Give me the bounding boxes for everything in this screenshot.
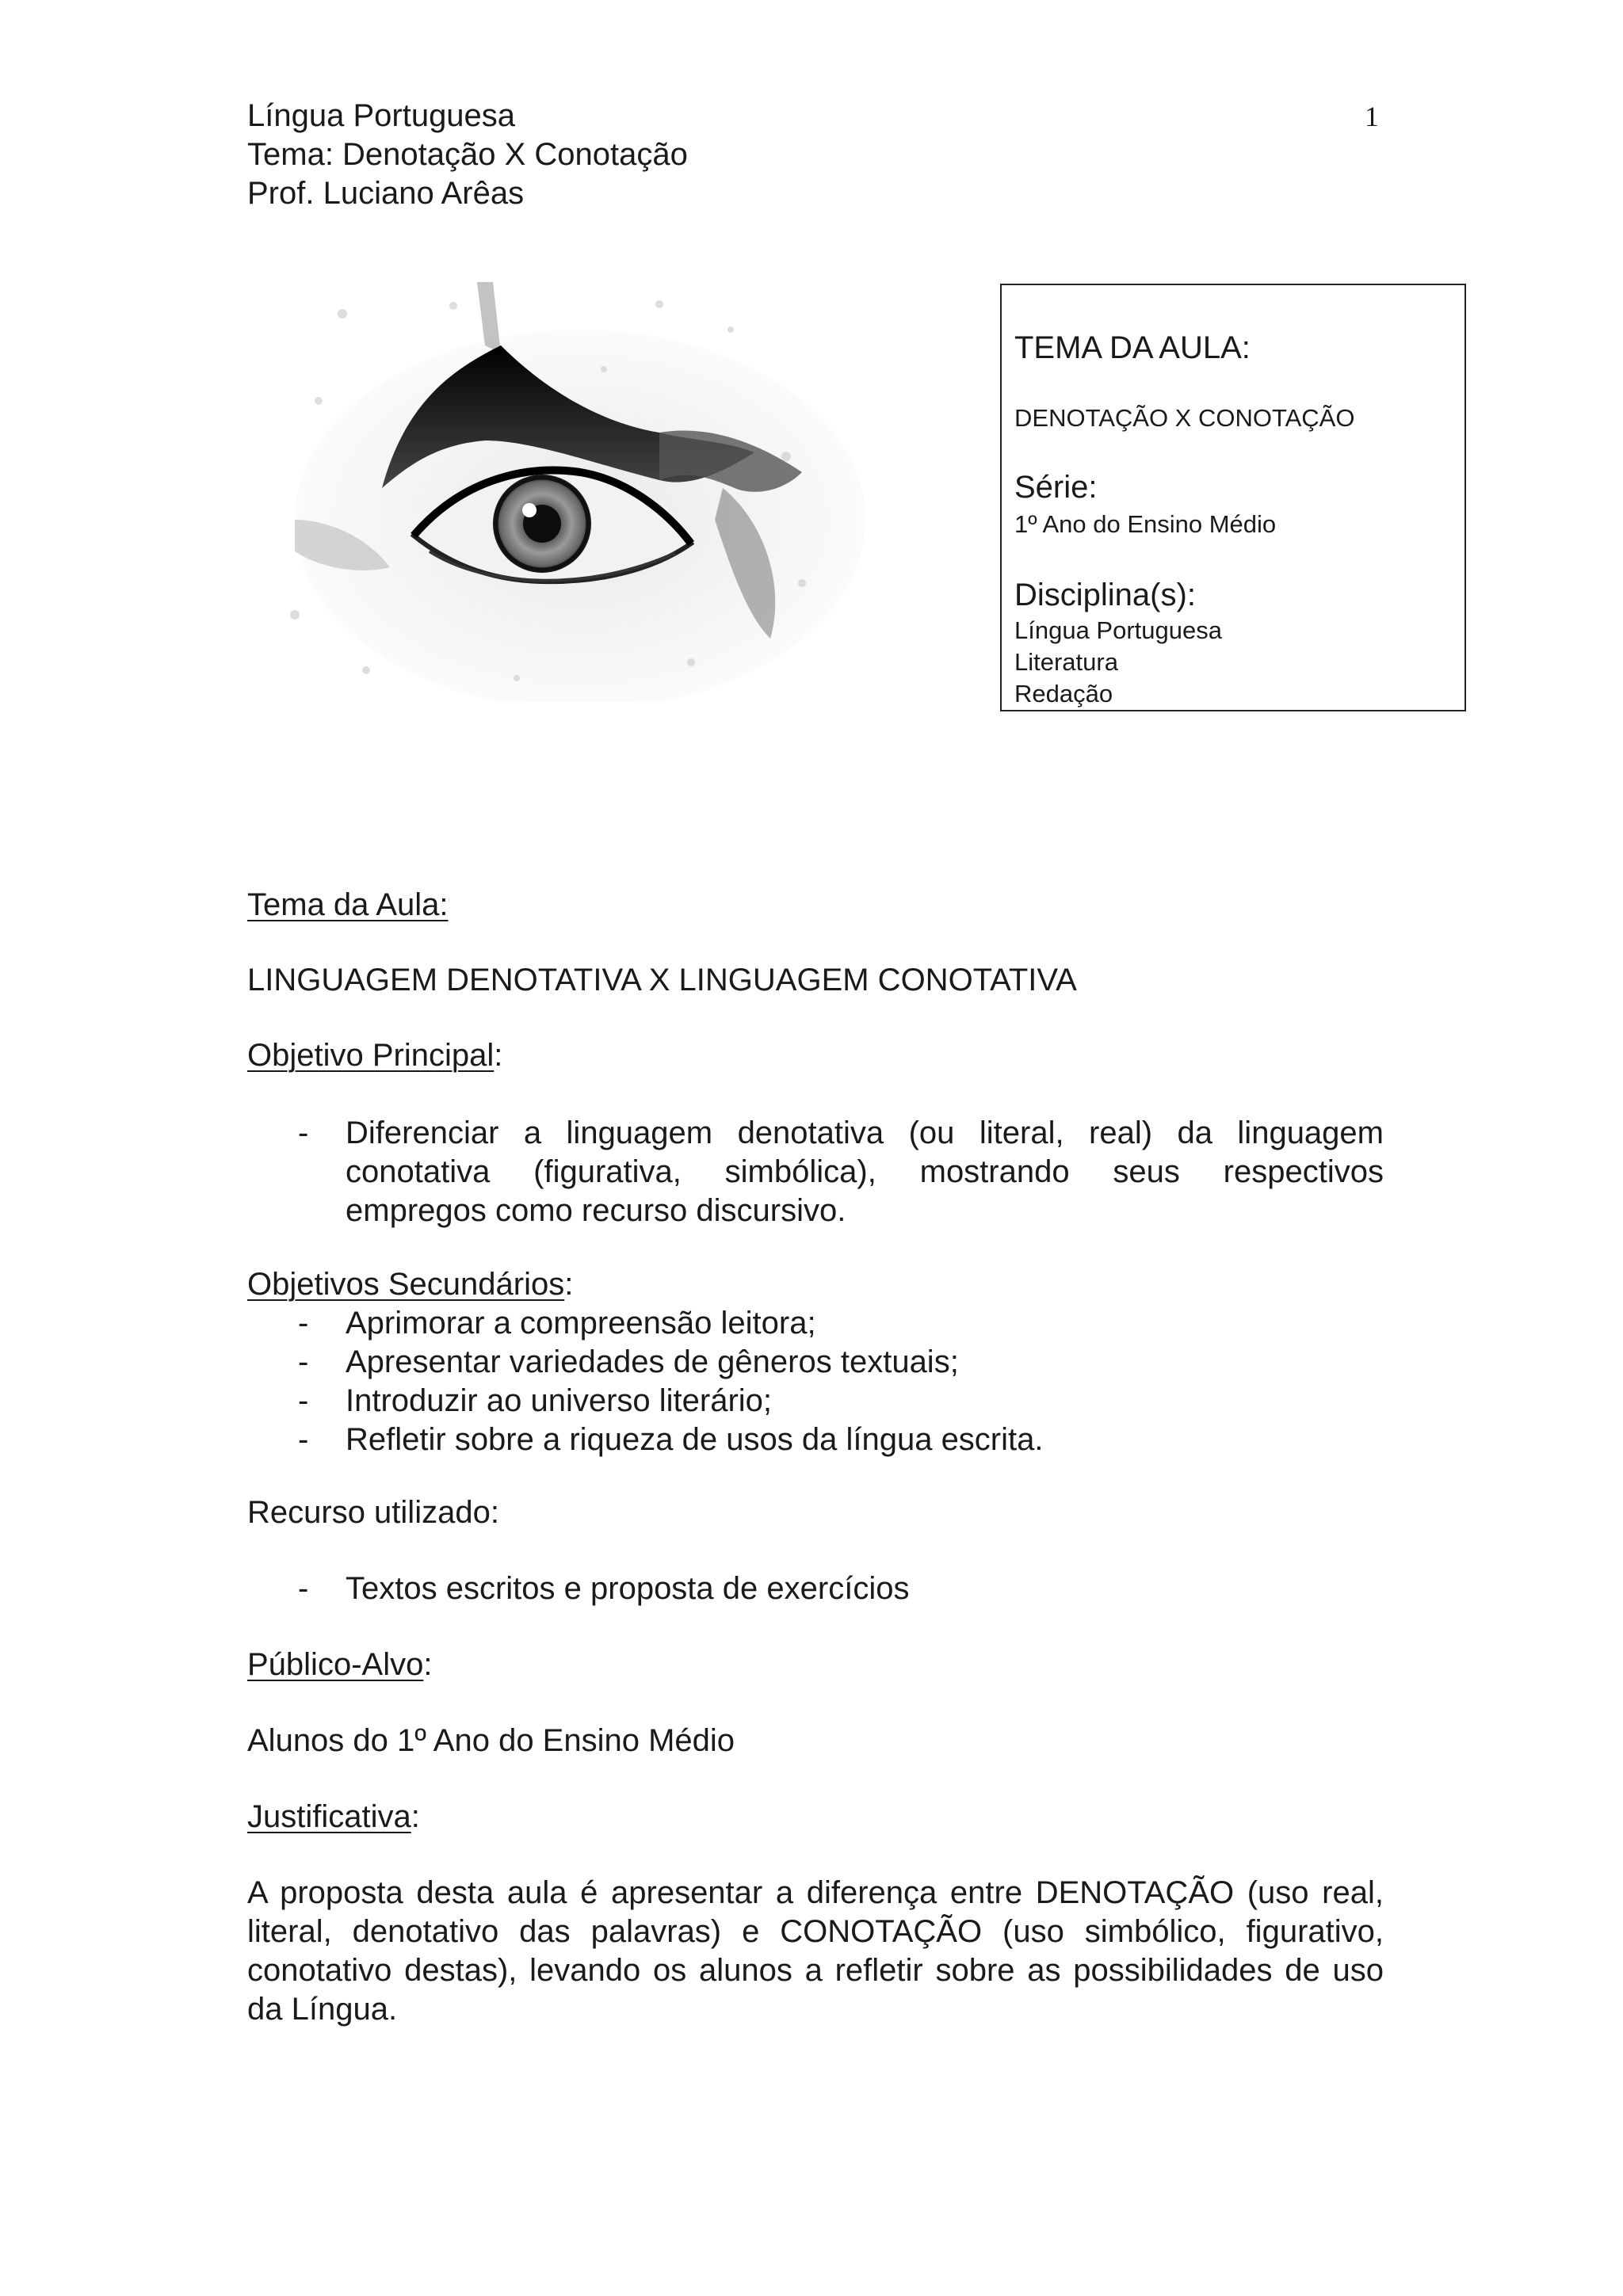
info-disciplina-item: Língua Portuguesa bbox=[1014, 616, 1222, 644]
header-teacher: Prof. Luciano Arêas bbox=[247, 176, 525, 211]
justificativa-heading: Justificativa: bbox=[247, 1799, 420, 1834]
justificativa-paragraph bbox=[247, 1874, 1384, 2029]
recurso-heading: Recurso utilizado: bbox=[247, 1495, 499, 1530]
info-disciplina-item: Literatura bbox=[1014, 648, 1118, 676]
info-tema-label: TEMA DA AULA: bbox=[1014, 330, 1251, 365]
info-serie-label: Série: bbox=[1014, 470, 1098, 505]
info-disciplina-item: Redação bbox=[1014, 680, 1113, 707]
lesson-info-box bbox=[1000, 284, 1466, 711]
objetivo-line: empregos como recurso discursivo. bbox=[346, 1193, 846, 1228]
info-tema-value: DENOTAÇÃO X CONOTAÇÃO bbox=[1014, 404, 1355, 432]
bullet-dash: - bbox=[298, 1116, 309, 1150]
list-item: - Aprimorar a compreensão leitora; bbox=[298, 1306, 816, 1341]
list-item: - Apresentar variedades de gêneros textuais; bbox=[298, 1344, 959, 1379]
list-item: - Refletir sobre a riqueza de usos da língua escrita. bbox=[298, 1422, 1044, 1457]
publico-heading: Público-Alvo: bbox=[247, 1647, 433, 1682]
tema-text: LINGUAGEM DENOTATIVA X LINGUAGEM CONOTATIVA bbox=[247, 963, 1077, 997]
justificativa-line: A proposta desta aula é apresentar a diferença entre DENOTAÇÃO (uso real, bbox=[247, 1875, 1384, 1910]
list-item: - Textos escritos e proposta de exercícios bbox=[298, 1571, 910, 1606]
secundarios-list bbox=[247, 1304, 1384, 1459]
justificativa-line: literal, denotativo das palavras) e CONOTAÇÃO (uso simbólico, figurativo, bbox=[247, 1914, 1384, 1949]
header-subject: Língua Portuguesa bbox=[247, 98, 516, 133]
list-item: - Introduzir ao universo literário; bbox=[298, 1383, 773, 1418]
tema-heading: Tema da Aula: bbox=[247, 887, 449, 922]
document-header bbox=[247, 97, 688, 213]
justificativa-line: conotativo destas), levando os alunos a refletir sobre as possibilidades de uso bbox=[247, 1953, 1384, 1988]
secundarios-heading: Objetivos Secundários: bbox=[247, 1267, 574, 1302]
publico-text: Alunos do 1º Ano do Ensino Médio bbox=[247, 1723, 735, 1758]
objetivo-principal-item bbox=[247, 1114, 1384, 1230]
info-disciplinas-label: Disciplina(s): bbox=[1014, 578, 1196, 612]
justificativa-line: da Língua. bbox=[247, 1992, 398, 2027]
info-disciplina-list bbox=[1014, 615, 1222, 710]
header-theme: Tema: Denotação X Conotação bbox=[247, 137, 688, 172]
objetivo-line: conotativa (figurativa, simbólica), mostrando seus respectivos bbox=[346, 1154, 1384, 1189]
page-number: 1 bbox=[1365, 101, 1379, 132]
objetivo-line: Diferenciar a linguagem denotativa (ou literal, real) da linguagem bbox=[346, 1116, 1384, 1150]
eye-photo bbox=[247, 282, 873, 702]
objetivo-heading: Objetivo Principal: bbox=[247, 1038, 503, 1073]
recurso-list bbox=[247, 1569, 1384, 1608]
info-serie-value: 1º Ano do Ensino Médio bbox=[1014, 510, 1277, 538]
